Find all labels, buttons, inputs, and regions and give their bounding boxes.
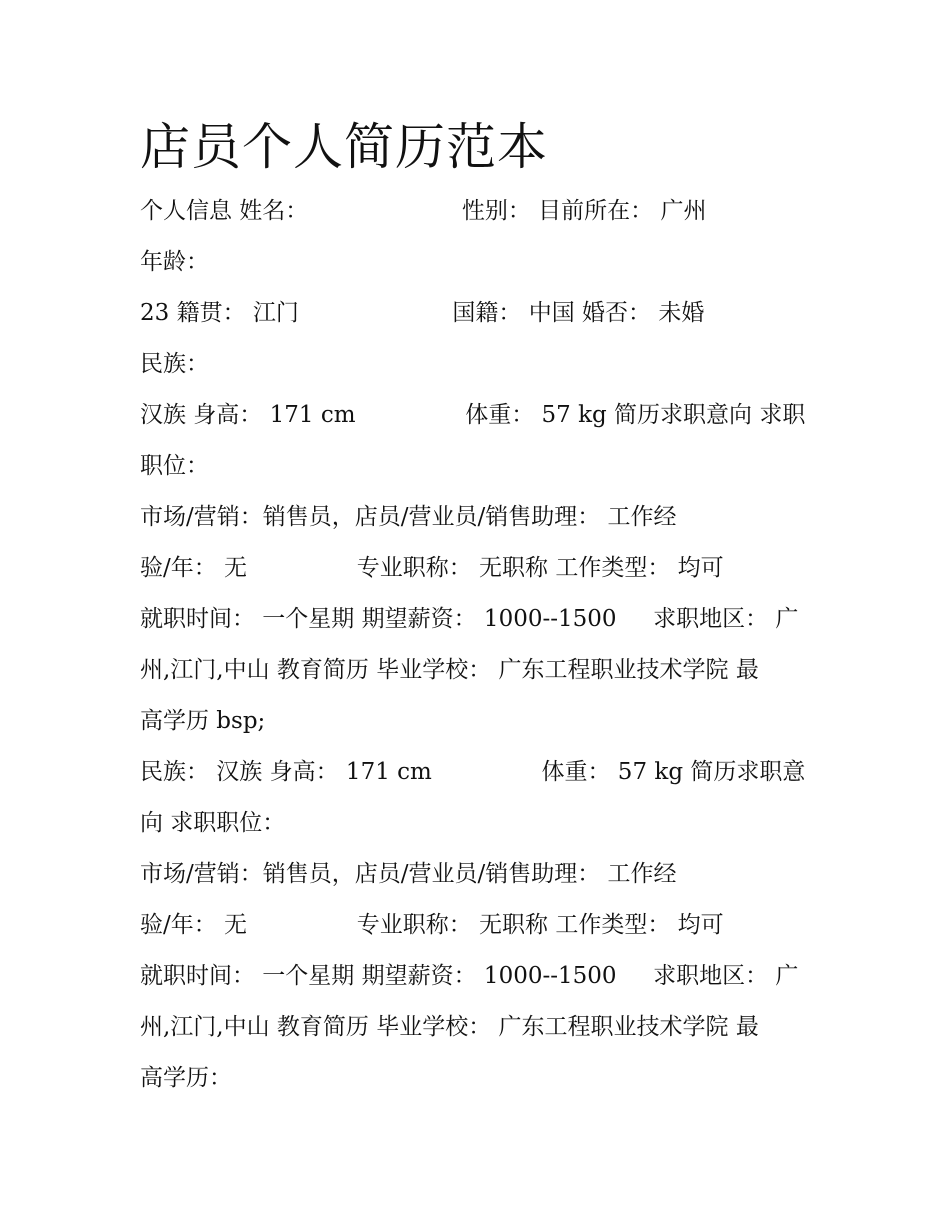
- text-line: 汉族 身高： 171 cm 体重： 57 kg 简历求职意向 求职: [140, 402, 806, 428]
- text-line: 就职时间： 一个星期 期望薪资： 1000--1500 求职地区： 广: [140, 606, 799, 632]
- text-line: 职位：: [140, 453, 209, 479]
- text-line: 州,江门,中山 教育简历 毕业学校： 广东工程职业技术学院 最: [140, 657, 759, 683]
- text-line: 民族：: [140, 351, 209, 377]
- text-line: 个人信息 姓名： 性别： 目前所在： 广州: [140, 198, 707, 224]
- document-body: [140, 186, 810, 1104]
- text-line: 23 籍贯： 江门 国籍： 中国 婚否： 未婚: [140, 300, 705, 326]
- text-line: 就职时间： 一个星期 期望薪资： 1000--1500 求职地区： 广: [140, 963, 799, 989]
- document-page: [140, 112, 810, 1104]
- text-line: 高学历 bsp;: [140, 708, 266, 734]
- text-line: 验/年： 无 专业职称： 无职称 工作类型： 均可: [140, 555, 724, 581]
- text-line: 验/年： 无 专业职称： 无职称 工作类型： 均可: [140, 912, 724, 938]
- text-line: 民族： 汉族 身高： 171 cm 体重： 57 kg 简历求职意: [140, 759, 806, 785]
- text-line: 市场/营销：销售员，店员/营业员/销售助理： 工作经: [140, 504, 677, 530]
- text-line: 市场/营销：销售员，店员/营业员/销售助理： 工作经: [140, 861, 677, 887]
- document-title: 店员个人简历范本: [140, 118, 548, 176]
- text-line: 州,江门,中山 教育简历 毕业学校： 广东工程职业技术学院 最: [140, 1014, 759, 1040]
- text-line: 高学历：: [140, 1065, 232, 1091]
- text-line: 向 求职职位：: [140, 810, 286, 836]
- text-line: 年龄：: [140, 249, 209, 275]
